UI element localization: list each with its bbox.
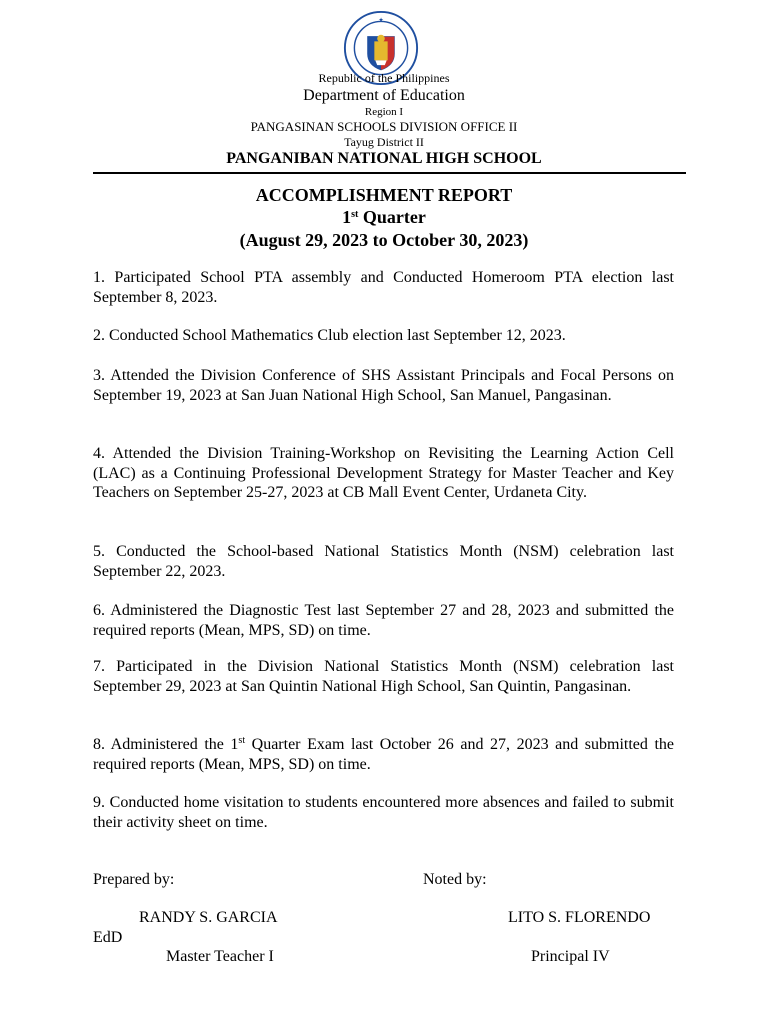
- accomplishment-item-3: 3. Attended the Division Conference of SHS Assistant Principals and Focal Persons on September 19, 2023 at San Juan National High School, San Manuel, Pangasinan.: [93, 367, 674, 404]
- quarter-number: 1: [342, 207, 352, 227]
- report-title: ACCOMPLISHMENT REPORT: [255, 185, 513, 205]
- svg-text:★: ★: [378, 17, 384, 24]
- report-period: (August 29, 2023 to October 30, 2023): [239, 230, 529, 250]
- accomplishment-item-6: 6. Administered the Diagnostic Test last September 27 and 28, 2023 and submitted the required reports (Mean, MPS, SD) on time.: [93, 602, 674, 639]
- accomplishment-item-8: [93, 735, 674, 774]
- noted-by-label: Noted by:: [423, 871, 487, 888]
- item-8-sup: st: [238, 735, 246, 746]
- district-line: Tayug District II: [344, 135, 424, 149]
- noter-position: Principal IV: [531, 948, 610, 965]
- school-name: PANGANIBAN NATIONAL HIGH SCHOOL: [226, 150, 542, 167]
- prepared-by-label: Prepared by:: [93, 871, 175, 888]
- header-divider: [93, 172, 686, 174]
- item-8-before: 8. Administered the 1: [93, 736, 239, 753]
- noter-name: LITO S. FLORENDO: [508, 909, 651, 926]
- accomplishment-item-5: 5. Conducted the School-based National Statistics Month (NSM) celebration last September 22, 2023.: [93, 543, 674, 580]
- preparer-suffix: EdD: [93, 929, 123, 946]
- republic-line: Republic of the Philippines: [318, 71, 450, 85]
- item-8-after: Quarter Exam last October 26 and 27, 2023 and submitted the required reports (Mean, MPS, SD) on time.: [93, 736, 674, 773]
- accomplishment-item-1: 1. Participated School PTA assembly and Conducted Homeroom PTA election last September 8, 2023.: [93, 269, 674, 306]
- department-line: Department of Education: [303, 87, 465, 104]
- accomplishment-item-9: 9. Conducted home visitation to students encountered more absences and failed to submit their activity sheet on time.: [93, 794, 674, 831]
- accomplishment-item-4: 4. Attended the Division Training-Workshop on Revisiting the Learning Action Cell (LAC) as a Continuing Professional Development Strategy for Master Teacher and Key Teachers on September 25-27, 2023 at CB Mall Event Center, Urdaneta City.: [93, 445, 674, 501]
- region-line: Region I: [364, 106, 404, 118]
- quarter-suffix: st: [351, 209, 359, 220]
- preparer-name: RANDY S. GARCIA: [139, 909, 278, 926]
- accomplishment-item-2: 2. Conducted School Mathematics Club election last September 12, 2023.: [93, 327, 566, 344]
- preparer-position: Master Teacher I: [166, 948, 274, 965]
- division-line: PANGASINAN SCHOOLS DIVISION OFFICE II: [250, 119, 518, 134]
- report-quarter: [0, 207, 768, 228]
- quarter-word: Quarter: [358, 207, 426, 227]
- accomplishment-item-7: 7. Participated in the Division National Statistics Month (NSM) celebration last September 29, 2023 at San Quintin National High School, San Quintin, Pangasinan.: [93, 658, 674, 695]
